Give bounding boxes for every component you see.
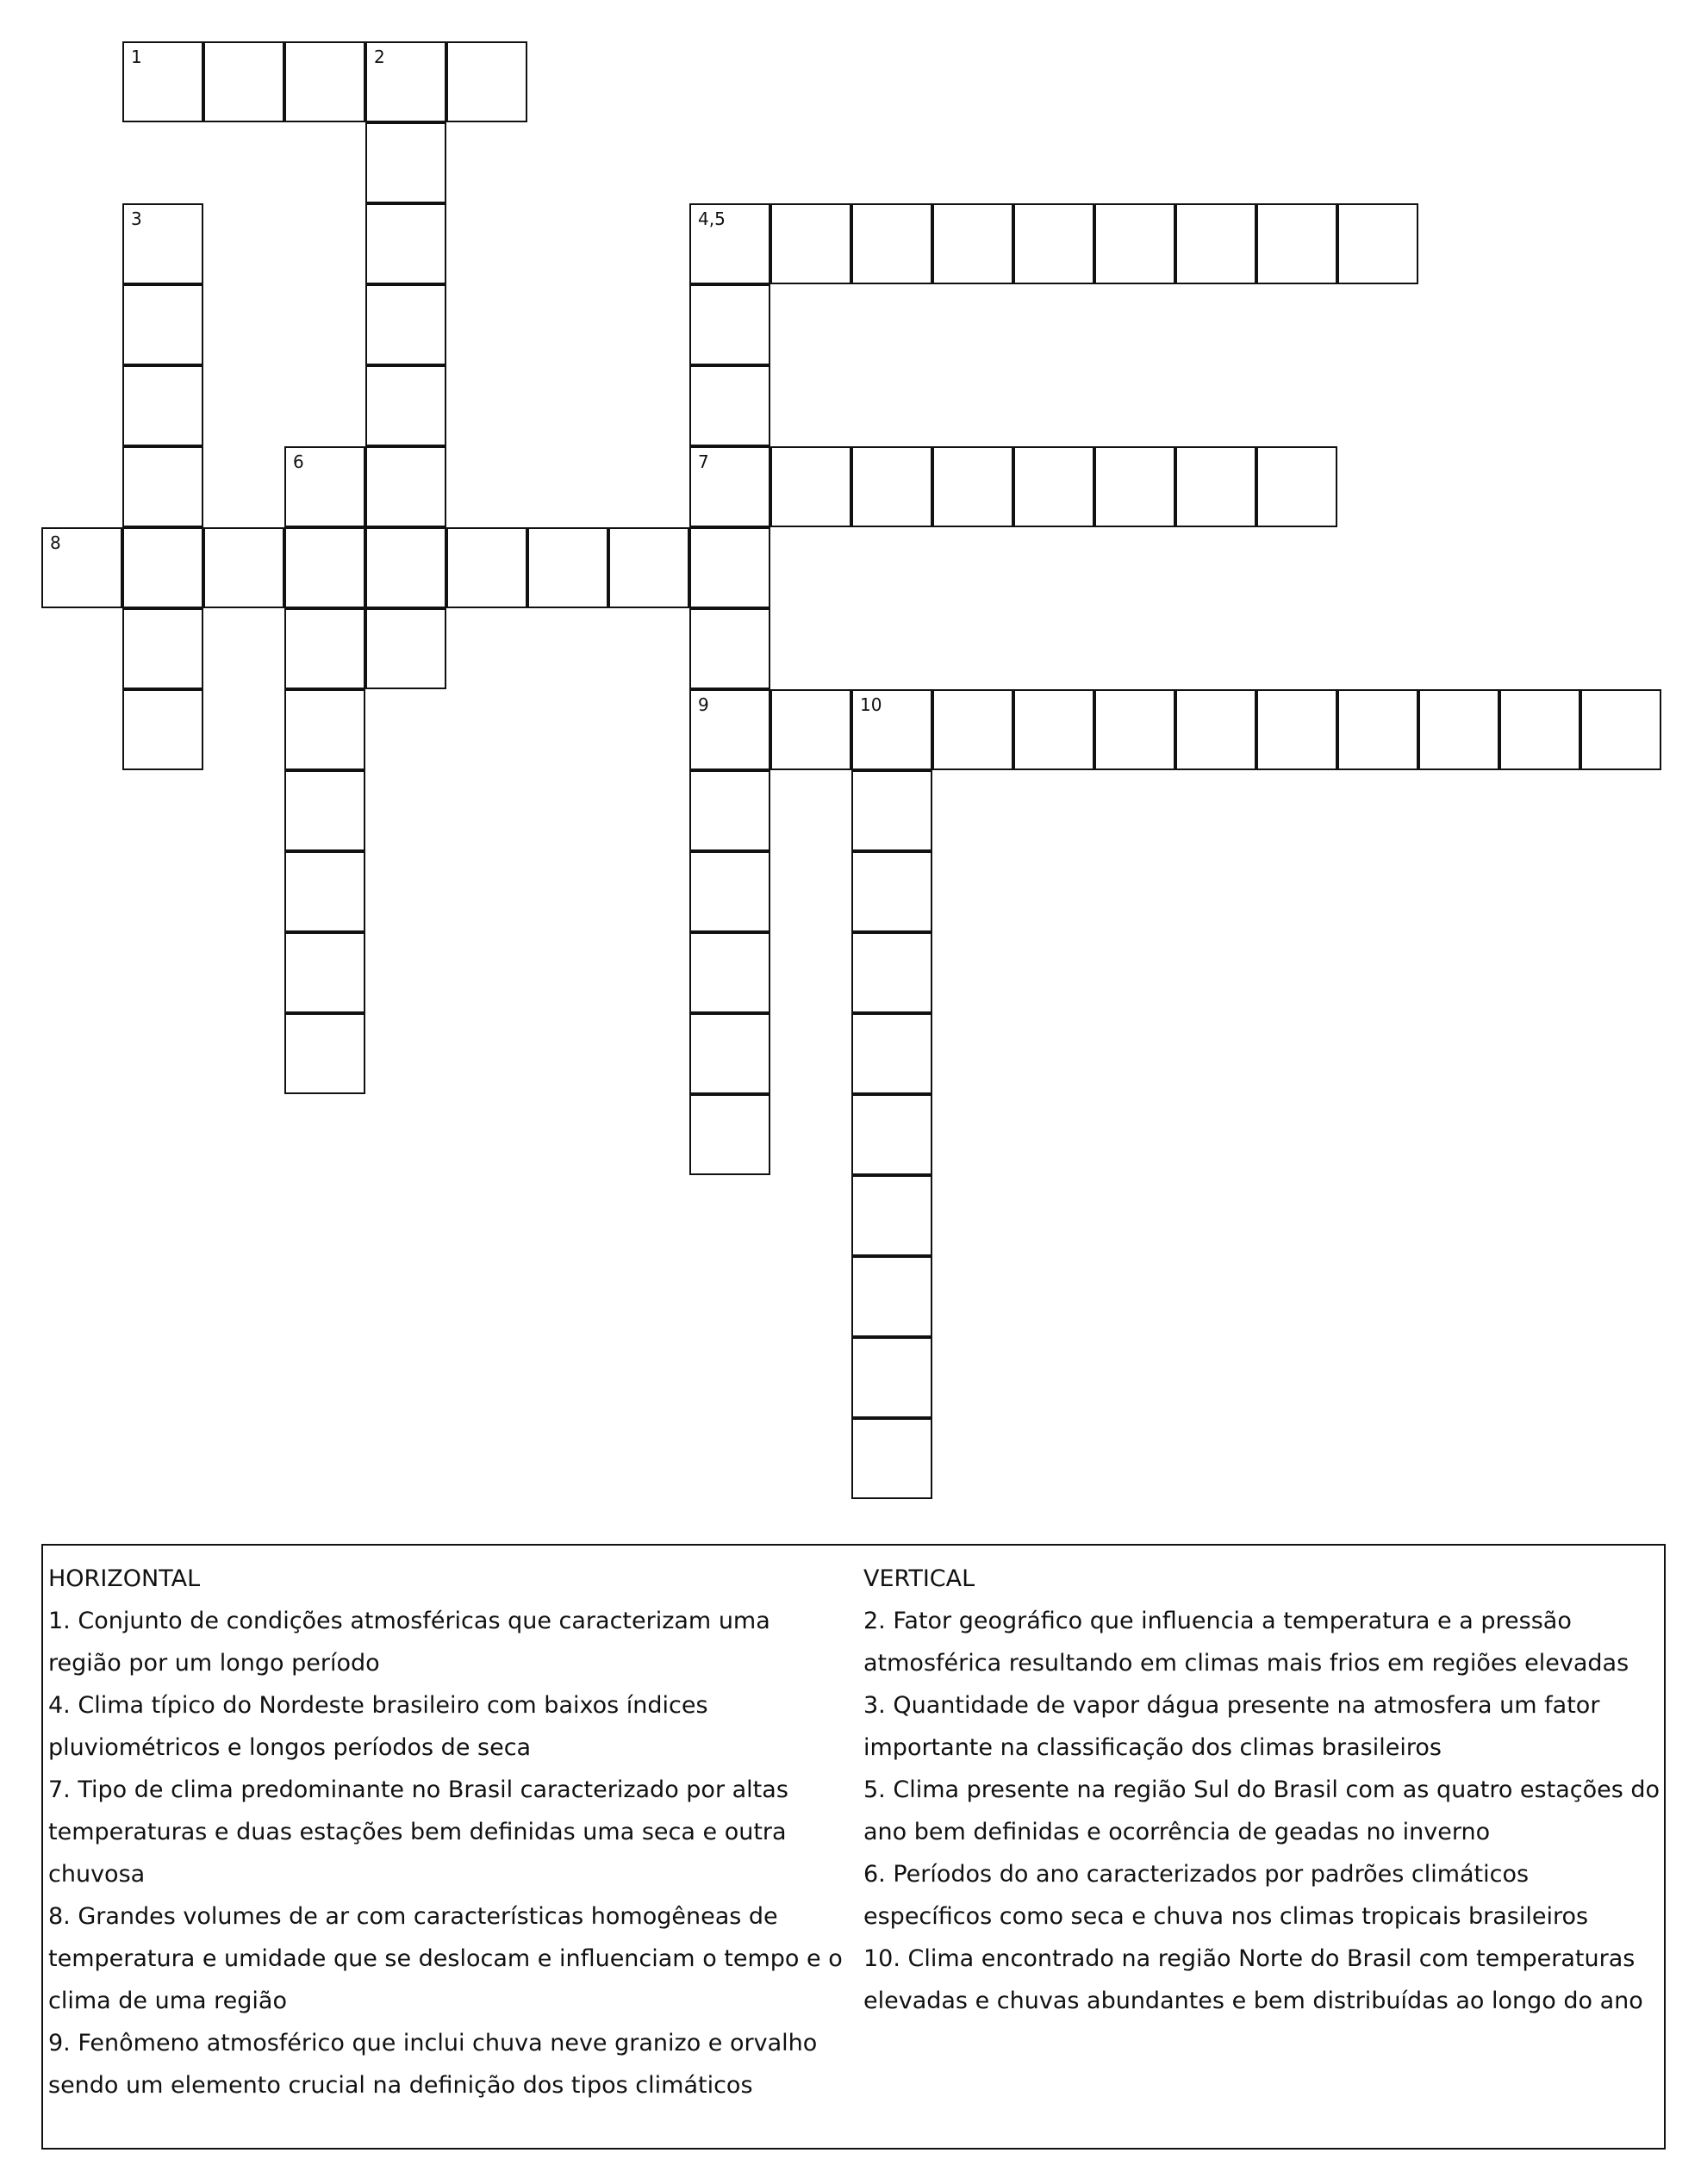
grid-cell[interactable] xyxy=(770,203,851,284)
clue-horizontal-7: 7. Tipo de clima predominante no Brasil caracterizado por altas temperaturas e duas estações bem definidas uma seca e outra chuvosa xyxy=(48,1776,788,1888)
grid-cell[interactable] xyxy=(932,689,1013,770)
vertical-heading: VERTICAL xyxy=(863,1565,975,1592)
grid-cell[interactable] xyxy=(1175,446,1256,527)
grid-cell[interactable] xyxy=(1256,689,1337,770)
grid-cell[interactable] xyxy=(689,689,770,770)
clue-number: 7 xyxy=(698,451,709,472)
grid-cell[interactable] xyxy=(932,446,1013,527)
clues-box xyxy=(41,1544,1666,2150)
grid-cell[interactable] xyxy=(284,527,365,608)
grid-cell[interactable] xyxy=(284,1013,365,1094)
grid-cell[interactable] xyxy=(1337,203,1418,284)
grid-cell[interactable] xyxy=(365,203,446,284)
grid-cell[interactable] xyxy=(851,1337,932,1418)
grid-cell[interactable] xyxy=(1013,203,1094,284)
grid-cell[interactable] xyxy=(1175,203,1256,284)
grid-cell[interactable] xyxy=(365,41,446,122)
grid-cell[interactable] xyxy=(689,1013,770,1094)
grid-cell[interactable] xyxy=(1013,689,1094,770)
grid-cell[interactable] xyxy=(1013,446,1094,527)
grid-cell[interactable] xyxy=(365,122,446,203)
grid-cell[interactable] xyxy=(851,851,932,932)
grid-cell[interactable] xyxy=(851,1094,932,1175)
grid-cell[interactable] xyxy=(851,1175,932,1256)
clue-number: 4,5 xyxy=(698,208,726,229)
clue-vertical-2: 2. Fator geográfico que influencia a temperatura e a pressão atmosférica resultando em climas mais frios em regiões elevadas xyxy=(863,1608,1629,1677)
grid-cell[interactable] xyxy=(527,527,608,608)
grid-cell[interactable] xyxy=(1175,689,1256,770)
grid-cell[interactable] xyxy=(770,446,851,527)
grid-cell[interactable] xyxy=(41,527,122,608)
grid-cell[interactable] xyxy=(689,1094,770,1175)
grid-cell[interactable] xyxy=(284,689,365,770)
grid-cell[interactable] xyxy=(851,1418,932,1499)
grid-cell[interactable] xyxy=(689,932,770,1013)
grid-cell[interactable] xyxy=(851,1013,932,1094)
grid-cell[interactable] xyxy=(851,689,932,770)
clue-number: 8 xyxy=(50,532,61,553)
grid-cell[interactable] xyxy=(122,284,203,365)
grid-cell[interactable] xyxy=(770,689,851,770)
grid-cell[interactable] xyxy=(1094,446,1175,527)
clue-vertical-6: 6. Períodos do ano caracterizados por padrões climáticos específicos como seca e chuva nos climas tropicais brasileiros xyxy=(863,1861,1589,1930)
grid-cell[interactable] xyxy=(689,365,770,446)
clue-horizontal-9: 9. Fenômeno atmosférico que inclui chuva neve granizo e orvalho sendo um elemento crucial na definição dos tipos climáticos xyxy=(48,2030,818,2099)
grid-cell[interactable] xyxy=(1256,446,1337,527)
grid-cell[interactable] xyxy=(689,770,770,851)
clue-horizontal-1: 1. Conjunto de condições atmosféricas que caracterizam uma região por um longo período xyxy=(48,1608,770,1677)
grid-cell[interactable] xyxy=(1580,689,1661,770)
grid-cell[interactable] xyxy=(122,608,203,689)
grid-cell[interactable] xyxy=(851,1256,932,1337)
grid-cell[interactable] xyxy=(1094,203,1175,284)
horizontal-heading: HORIZONTAL xyxy=(48,1565,201,1592)
grid-cell[interactable] xyxy=(446,527,527,608)
grid-cell[interactable] xyxy=(1256,203,1337,284)
clue-horizontal-4: 4. Clima típico do Nordeste brasileiro com baixos índices pluviométricos e longos períodos de seca xyxy=(48,1692,708,1761)
clue-number: 6 xyxy=(293,451,304,472)
clue-number: 3 xyxy=(131,208,142,229)
clue-number: 9 xyxy=(698,694,709,715)
grid-cell[interactable] xyxy=(122,446,203,527)
grid-cell[interactable] xyxy=(689,851,770,932)
grid-cell[interactable] xyxy=(122,527,203,608)
grid-cell[interactable] xyxy=(122,203,203,284)
grid-cell[interactable] xyxy=(446,41,527,122)
grid-cell[interactable] xyxy=(284,932,365,1013)
grid-cell[interactable] xyxy=(1499,689,1580,770)
grid-cell[interactable] xyxy=(203,41,284,122)
grid-cell[interactable] xyxy=(851,932,932,1013)
grid-cell[interactable] xyxy=(284,770,365,851)
horizontal-clues xyxy=(48,1558,850,2106)
grid-cell[interactable] xyxy=(1418,689,1499,770)
grid-cell[interactable] xyxy=(365,527,446,608)
grid-cell[interactable] xyxy=(689,203,770,284)
grid-cell[interactable] xyxy=(284,851,365,932)
grid-cell[interactable] xyxy=(122,41,203,122)
grid-cell[interactable] xyxy=(689,527,770,608)
grid-cell[interactable] xyxy=(689,608,770,689)
grid-cell[interactable] xyxy=(365,446,446,527)
clue-vertical-10: 10. Clima encontrado na região Norte do Brasil com temperaturas elevadas e chuvas abundantes e bem distribuídas ao longo do ano xyxy=(863,1945,1643,2014)
clue-vertical-5: 5. Clima presente na região Sul do Brasil com as quatro estações do ano bem definidas e ocorrência de geadas no inverno xyxy=(863,1776,1660,1845)
grid-cell[interactable] xyxy=(284,41,365,122)
grid-cell[interactable] xyxy=(122,689,203,770)
grid-cell[interactable] xyxy=(365,608,446,689)
clue-number: 10 xyxy=(860,694,882,715)
vertical-clues xyxy=(863,1558,1660,2022)
clue-horizontal-8: 8. Grandes volumes de ar com características homogêneas de temperatura e umidade que se deslocam e influenciam o tempo e o clima de uma região xyxy=(48,1903,843,2014)
grid-cell[interactable] xyxy=(122,365,203,446)
grid-cell[interactable] xyxy=(203,527,284,608)
grid-cell[interactable] xyxy=(608,527,689,608)
grid-cell[interactable] xyxy=(851,203,932,284)
grid-cell[interactable] xyxy=(851,446,932,527)
grid-cell[interactable] xyxy=(284,446,365,527)
clue-number: 2 xyxy=(374,47,385,67)
grid-cell[interactable] xyxy=(689,284,770,365)
clue-number: 1 xyxy=(131,47,142,67)
grid-cell[interactable] xyxy=(1094,689,1175,770)
grid-cell[interactable] xyxy=(1337,689,1418,770)
grid-cell[interactable] xyxy=(365,365,446,446)
grid-cell[interactable] xyxy=(365,284,446,365)
grid-cell[interactable] xyxy=(932,203,1013,284)
grid-cell[interactable] xyxy=(851,770,932,851)
clue-vertical-3: 3. Quantidade de vapor dágua presente na atmosfera um fator importante na classificação dos climas brasileiros xyxy=(863,1692,1600,1761)
grid-cell[interactable] xyxy=(689,446,770,527)
grid-cell[interactable] xyxy=(284,608,365,689)
